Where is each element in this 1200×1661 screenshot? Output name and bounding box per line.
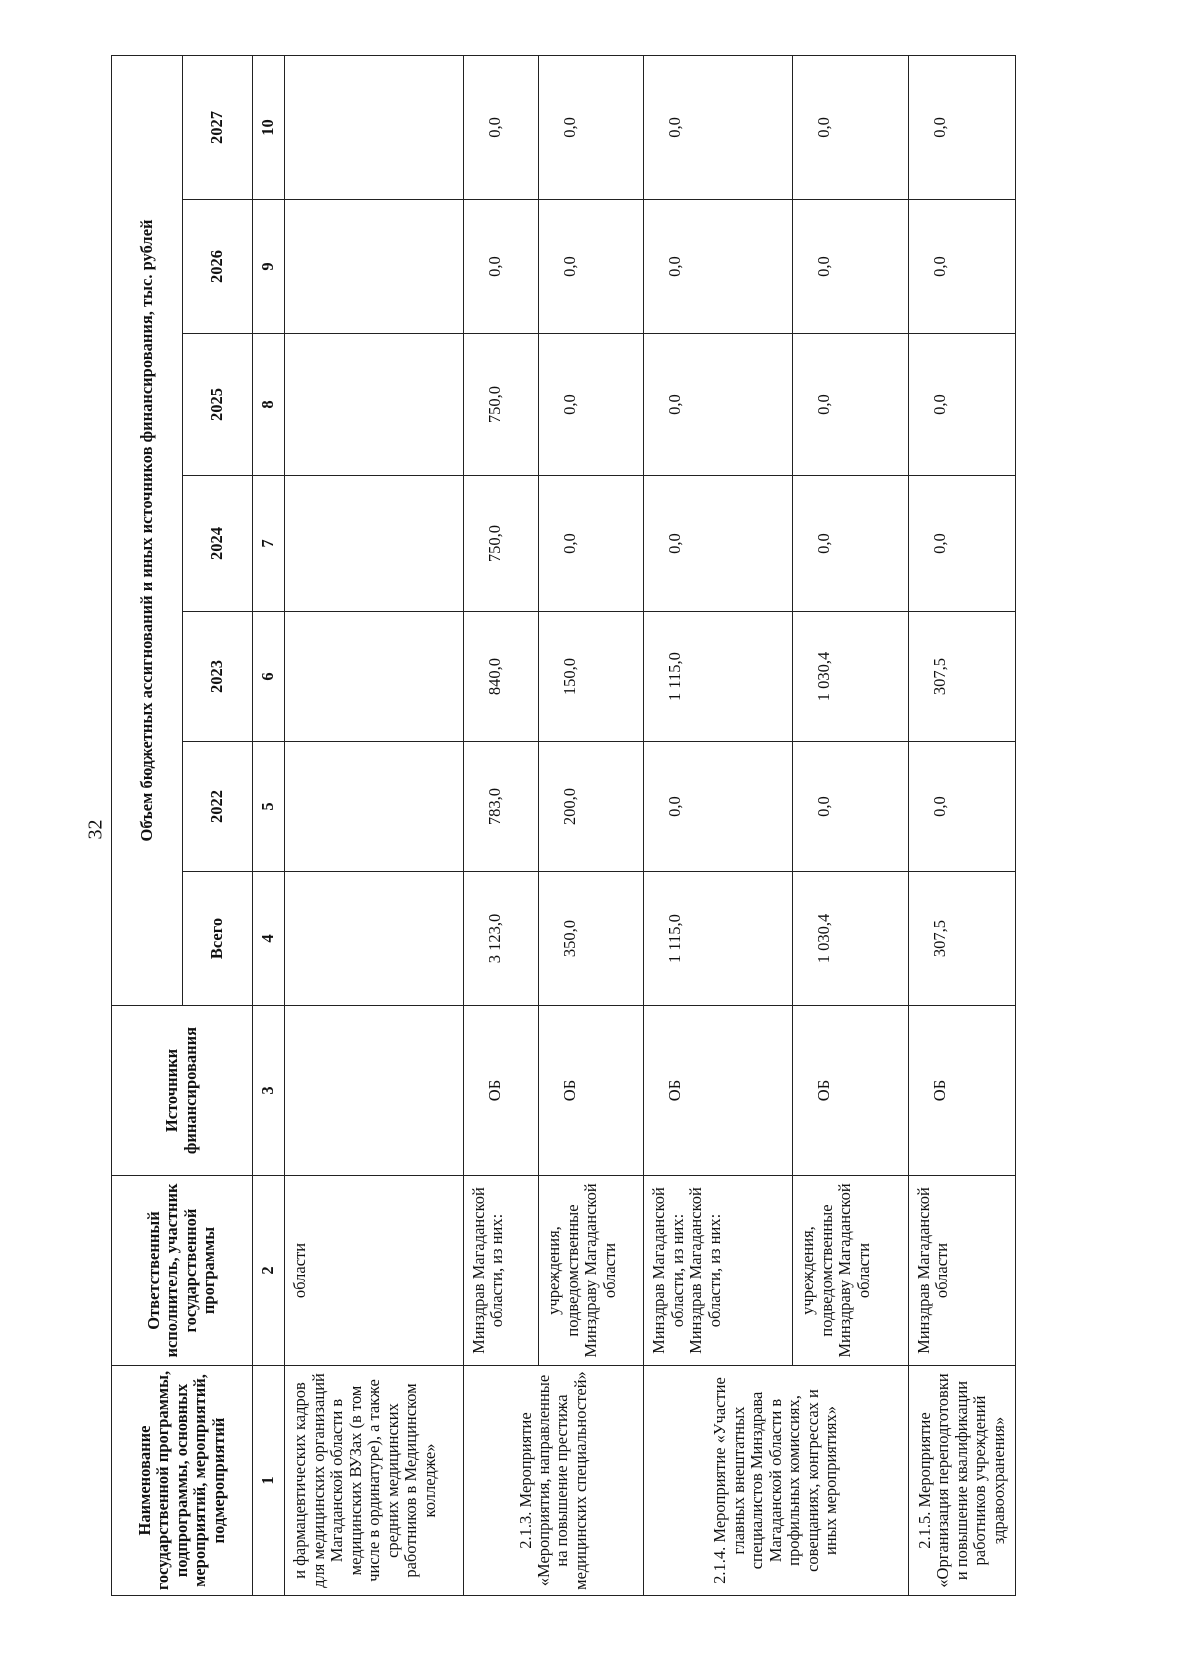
executor-cell: Минздрав Магаданской области, из них: Минздрав Магаданской области, из них: [644,1176,793,1366]
value-2027: 0,0 [644,55,793,199]
header-year-2026: 2026 [183,200,252,334]
value-2023: 1 115,0 [644,612,793,742]
value-2022: 0,0 [793,742,908,872]
value-total: 350,0 [539,872,644,1006]
header-year-total: Всего [183,872,252,1006]
header-year-2024: 2024 [183,476,252,612]
empty-cell [285,334,463,476]
value-2023: 840,0 [463,612,539,742]
column-number: 2 [252,1176,285,1366]
header-executor: Ответственный исполнитель, участник государственной программы [112,1176,253,1366]
event-name: 2.1.4. Мероприятие «Участие главных внештатных специалистов Минздрава Магаданской области в профильных комиссиях, совещаниях, конгрессах и иных мероприятиях» [644,1366,909,1596]
header-year-2027: 2027 [183,55,252,199]
header-year-2023: 2023 [183,612,252,742]
executor-cell: Минздрав Магаданской области, из них: [463,1176,539,1366]
value-2023: 1 030,4 [793,612,908,742]
empty-cell [285,55,463,199]
header-volume: Объем бюджетных ассигнований и иных источников финансирования, тыс. рублей [112,55,183,1005]
column-number: 8 [252,334,285,476]
value-2024: 0,0 [908,476,1015,612]
table-row [285,55,463,1595]
value-2022: 783,0 [463,742,539,872]
empty-cell [285,200,463,334]
table-row [539,55,644,1595]
header-sources: Источники финансирования [112,1006,253,1176]
value-2026: 0,0 [463,200,539,334]
value-total: 307,5 [908,872,1015,1006]
source-cell: ОБ [908,1006,1015,1176]
value-2022: 0,0 [644,742,793,872]
column-number: 7 [252,476,285,612]
value-total: 1 115,0 [644,872,793,1006]
value-2023: 307,5 [908,612,1015,742]
empty-cell [285,612,463,742]
value-2022: 0,0 [908,742,1015,872]
header-year-2022: 2022 [183,742,252,872]
value-2026: 0,0 [644,200,793,334]
executor-cell: области [285,1176,463,1366]
column-number: 5 [252,742,285,872]
value-2024: 750,0 [463,476,539,612]
value-2023: 150,0 [539,612,644,742]
value-total: 3 123,0 [463,872,539,1006]
empty-cell [285,872,463,1006]
column-number: 6 [252,612,285,742]
header-year-2025: 2025 [183,334,252,476]
value-2025: 0,0 [644,334,793,476]
value-2027: 0,0 [463,55,539,199]
column-number: 1 [252,1366,285,1596]
table-row [463,55,539,1595]
source-cell: ОБ [539,1006,644,1176]
column-number: 3 [252,1006,285,1176]
source-cell: ОБ [644,1006,793,1176]
event-name: 2.1.5. Мероприятие «Организация переподготовки и повышение квалификации работников учреждений здравоохранения» [908,1366,1015,1596]
executor-cell: учреждения, подведомственные Минздраву Магаданской области [539,1176,644,1366]
value-total: 1 030,4 [793,872,908,1006]
financing-table [111,55,1016,1596]
value-2022: 200,0 [539,742,644,872]
empty-cell [285,1006,463,1176]
value-2026: 0,0 [793,200,908,334]
page-number: 32 [84,819,107,840]
value-2026: 0,0 [908,200,1015,334]
value-2025: 0,0 [539,334,644,476]
value-2025: 0,0 [793,334,908,476]
empty-cell [285,476,463,612]
value-2027: 0,0 [793,55,908,199]
value-2024: 0,0 [793,476,908,612]
column-number: 10 [252,55,285,199]
table-row [908,55,1015,1595]
source-cell: ОБ [793,1006,908,1176]
column-number: 4 [252,872,285,1006]
event-name-continuation: и фармацевтических кадров для медицинских организаций Магаданской области в медицинских ВУЗах (в том числе в ординатуре), а также средних медицинских работников в Медицинском колледже» [285,1366,463,1596]
value-2025: 750,0 [463,334,539,476]
event-name: 2.1.3. Мероприятие «Мероприятия, направленные на повышение престижа медицинских специальностей» [463,1366,644,1596]
value-2027: 0,0 [908,55,1015,199]
value-2025: 0,0 [908,334,1015,476]
table-row [793,55,908,1595]
empty-cell [285,742,463,872]
table-row [644,55,793,1595]
value-2027: 0,0 [539,55,644,199]
header-name: Наименование государственной программы, подпрограммы, основных мероприятий, мероприятий, подмероприятий [112,1366,253,1596]
value-2024: 0,0 [644,476,793,612]
value-2026: 0,0 [539,200,644,334]
table-rotor [111,56,1016,1596]
value-2024: 0,0 [539,476,644,612]
column-number: 9 [252,200,285,334]
executor-cell: Минздрав Магаданской области [908,1176,1015,1366]
executor-cell: учреждения, подведомственные Минздраву Магаданской области [793,1176,908,1366]
source-cell: ОБ [463,1006,539,1176]
column-number-row [252,55,285,1595]
